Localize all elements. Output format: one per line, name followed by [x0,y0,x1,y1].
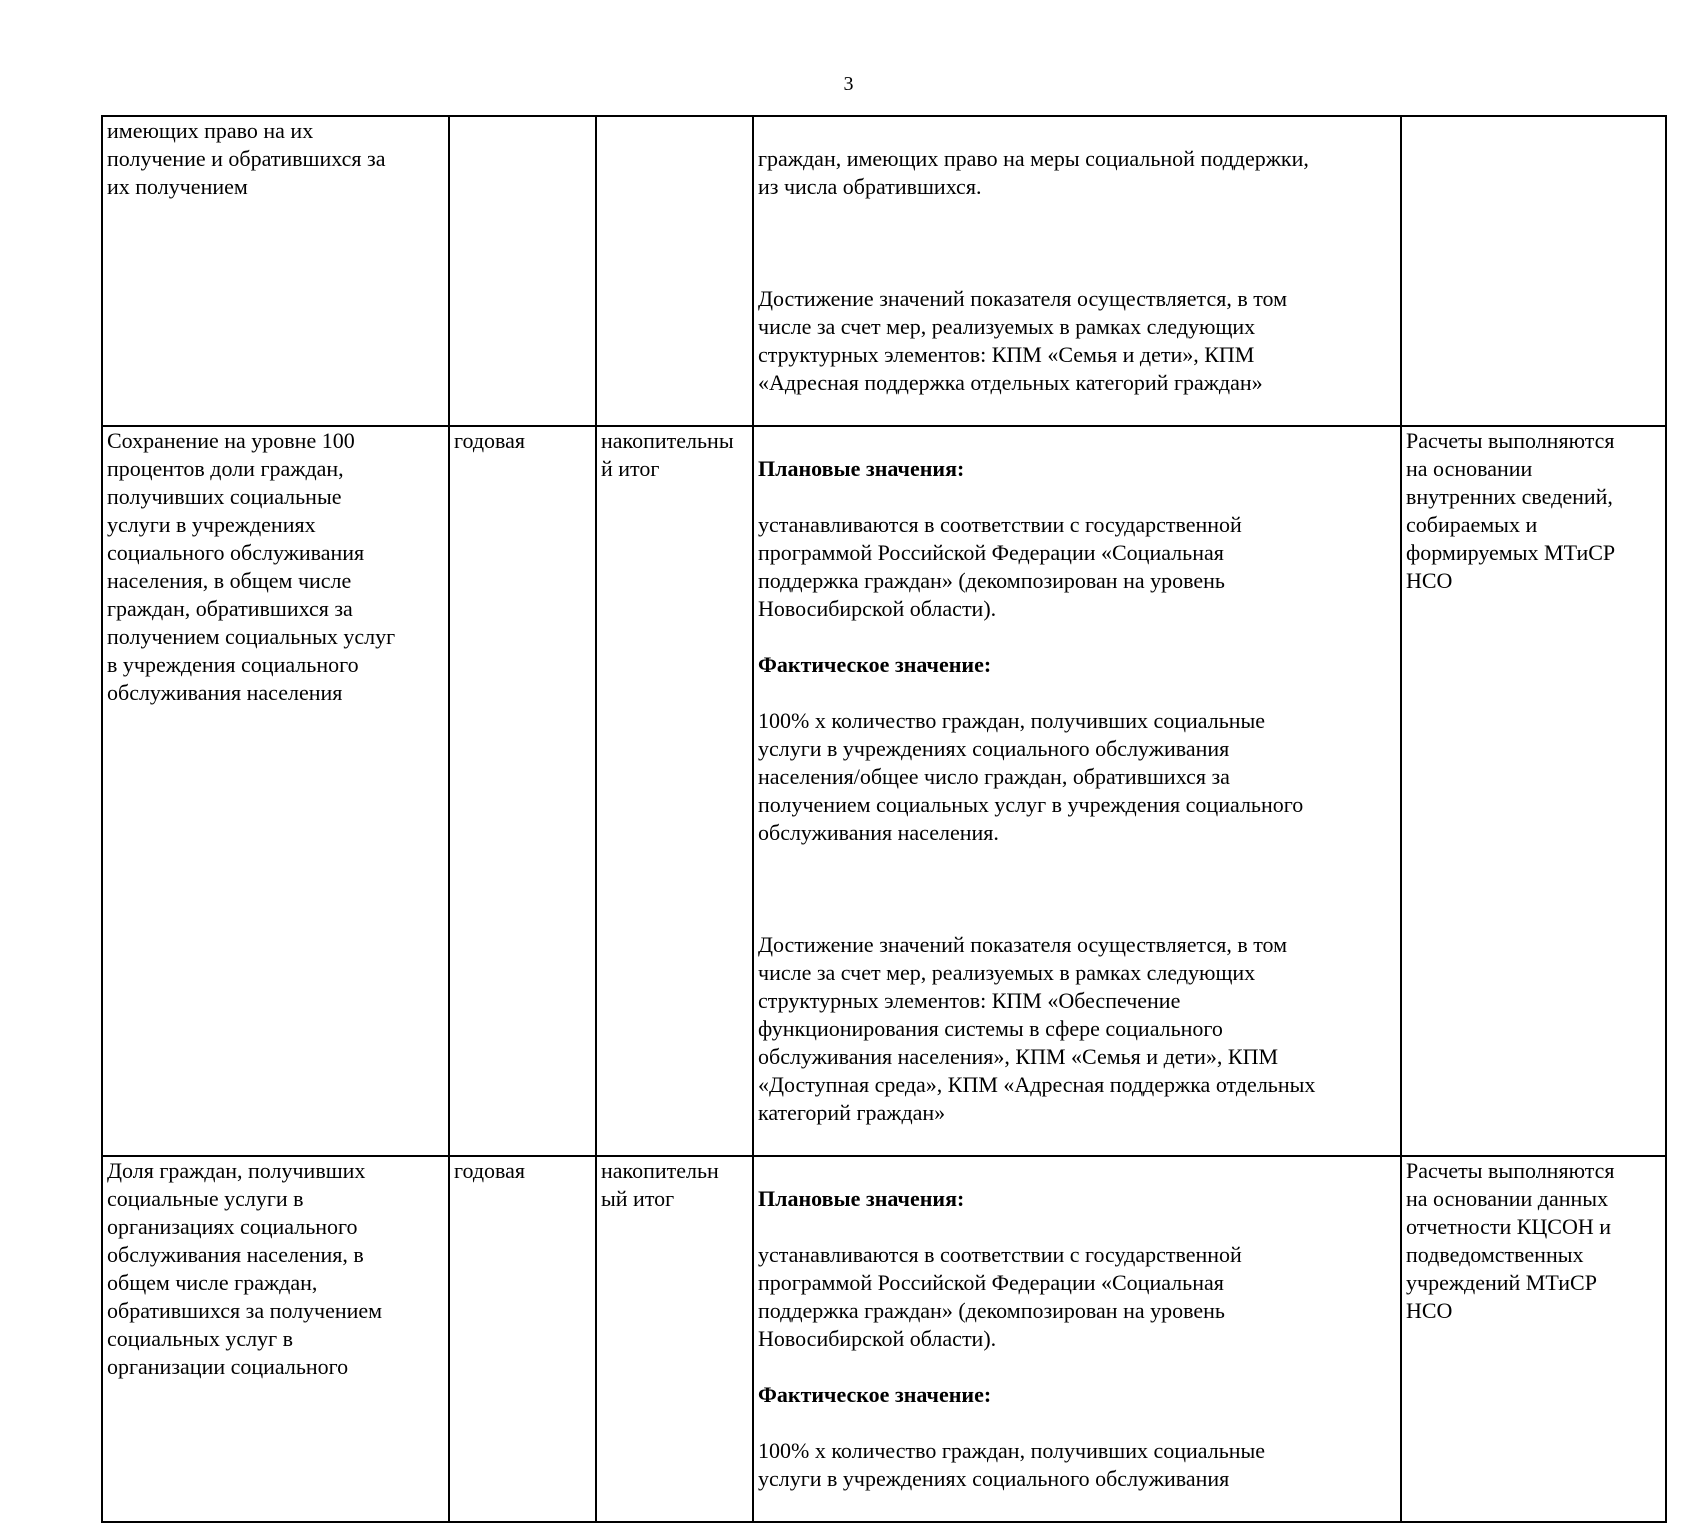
table-row [102,426,1666,1156]
indicator-type-cell [596,116,753,426]
data-source-cell: Расчеты выполняются на основании данных отчетности КЦСОН и подведомственных учреждений МТиСР НСО [1401,1156,1666,1522]
fact-value-label: Фактическое значение: [758,652,992,677]
calculation-method-cell [753,1156,1401,1522]
achievement-text: Достижение значений показателя осуществляется, в том числе за счет мер, реализуемых в рамках следующих структурных элементов: КПМ «Обеспечение функционирования системы в сфере социального обслуживания населения», КПМ «Семья и дети», КПМ «Доступная среда», КПМ «Адресная поддержка отдельных категорий граждан» [758,932,1316,1125]
table-row [102,116,1666,426]
indicators-table [101,115,1667,1523]
page-number: 3 [843,73,854,95]
calculation-method-cell [753,426,1401,1156]
periodicity-cell [449,116,596,426]
data-source-cell [1401,116,1666,426]
periodicity-cell: годовая [449,426,596,1156]
plan-values-label: Плановые значения: [758,1186,965,1211]
achievement-text: Достижение значений показателя осуществляется, в том числе за счет мер, реализуемых в рамках следующих структурных элементов: КПМ «Семья и дети», КПМ «Адресная поддержка отдельных категорий граждан» [758,286,1288,395]
fact-value-text: 100% х количество граждан, получивших социальные услуги в учреждениях социального обслуживания [758,1438,1266,1491]
plan-values-text: устанавливаются в соответствии с государственной программой Российской Федерации «Социальная поддержка граждан» (декомпозирован на уровень Новосибирской области). [758,512,1242,621]
data-source-cell: Расчеты выполняются на основании внутренних сведений, собираемых и формируемых МТиСР НСО [1401,426,1666,1156]
indicator-name-cell: Сохранение на уровне 100 процентов доли граждан, получивших социальные услуги в учреждениях социального обслуживания населения, в общем числе граждан, обратившихся за получением социальных услуг в учреждения социального обслуживания населения [102,426,449,1156]
indicator-type-cell: накопительн ый итог [596,1156,753,1522]
indicator-name-cell: имеющих право на их получение и обратившихся за их получением [102,116,449,426]
periodicity-cell: годовая [449,1156,596,1522]
method-intro-text: граждан, имеющих право на меры социальной поддержки, из числа обратившихся. [758,146,1309,199]
indicator-name-cell: Доля граждан, получивших социальные услуги в организациях социального обслуживания населения, в общем числе граждан, обратившихся за получением социальных услуг в организации социального [102,1156,449,1522]
fact-value-text: 100% х количество граждан, получивших социальные услуги в учреждениях социального обслуживания населения/общее число граждан, обратившихся за получением социальных услуг в учреждения социального обслуживания населения. [758,708,1304,845]
plan-values-text: устанавливаются в соответствии с государственной программой Российской Федерации «Социальная поддержка граждан» (декомпозирован на уровень Новосибирской области). [758,1242,1242,1351]
table-row [102,1156,1666,1522]
calculation-method-cell [753,116,1401,426]
paragraph-gap [758,875,1396,903]
paragraph-gap [758,229,1396,257]
plan-values-label: Плановые значения: [758,456,965,481]
fact-value-label: Фактическое значение: [758,1382,992,1407]
indicator-type-cell: накопительны й итог [596,426,753,1156]
